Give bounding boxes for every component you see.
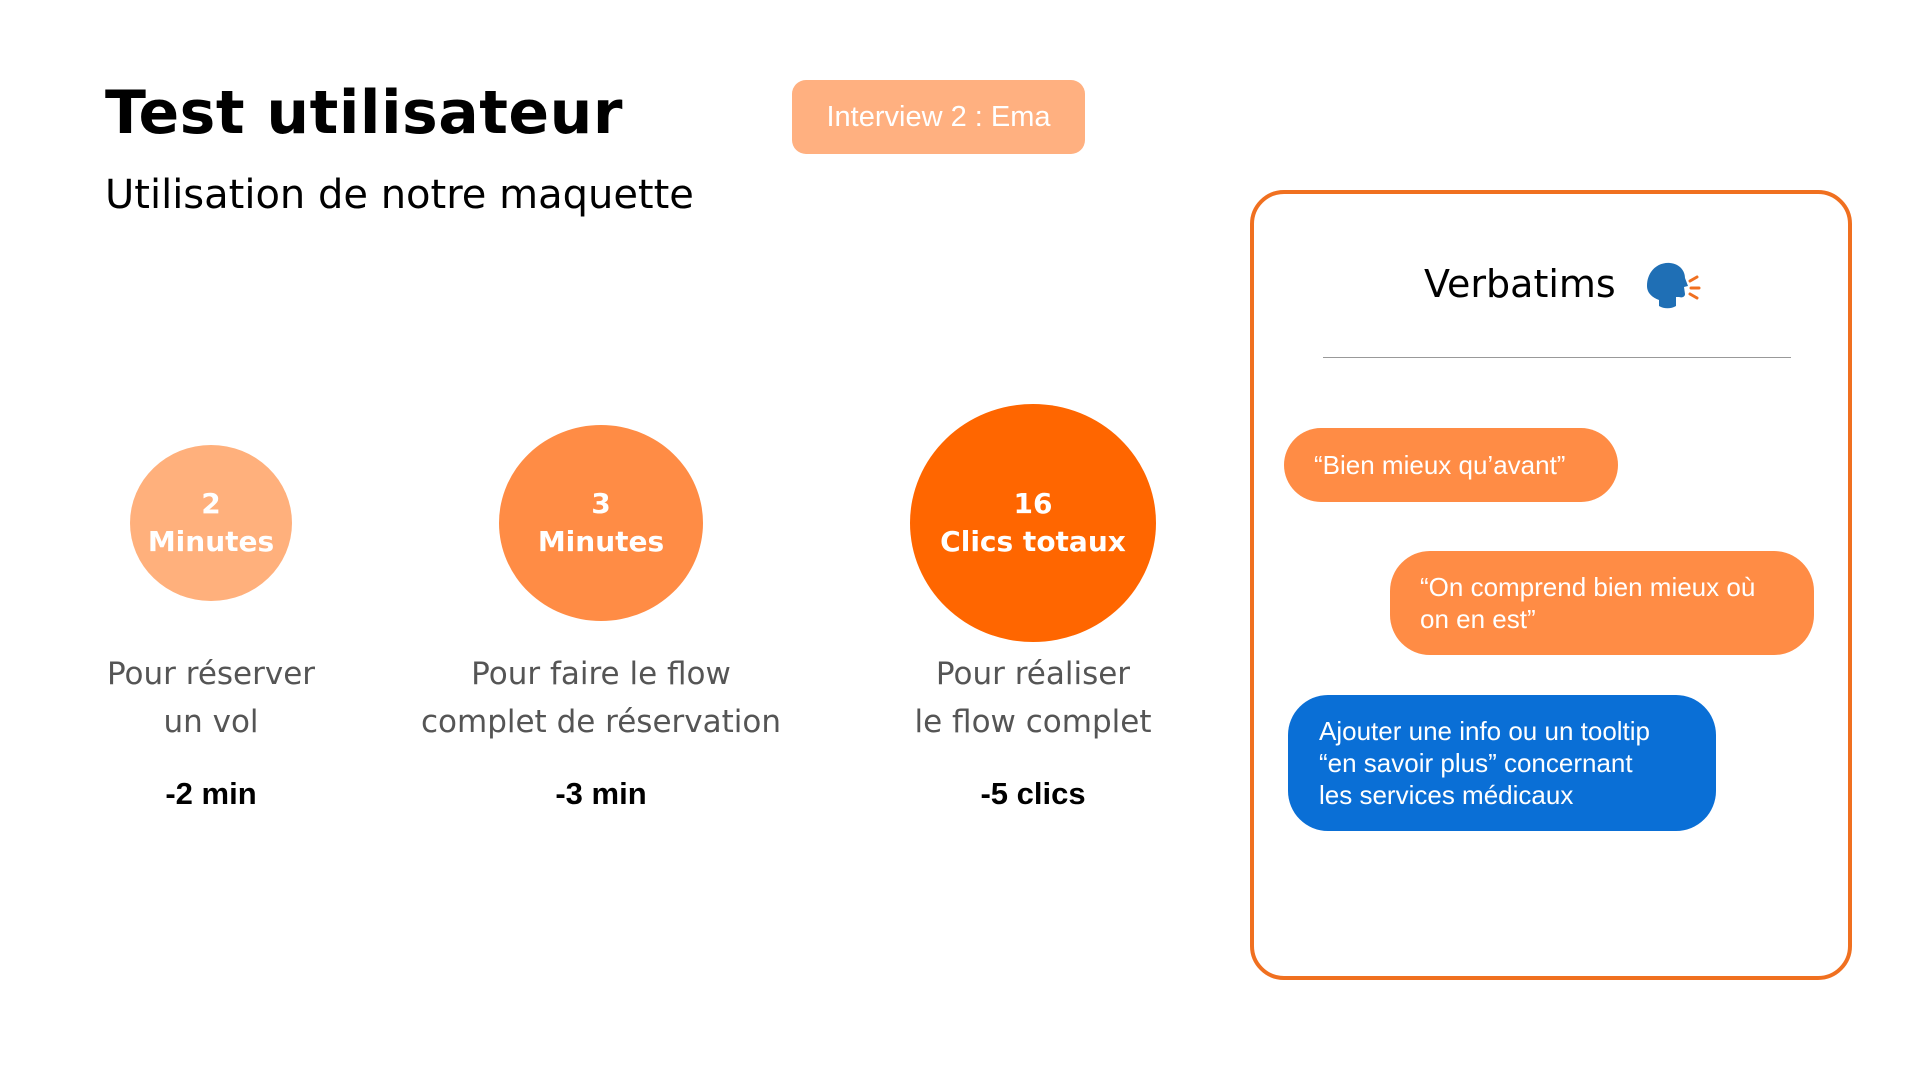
verbatim-text: les services médicaux bbox=[1319, 780, 1574, 810]
metric-delta: -2 min bbox=[165, 776, 257, 811]
metric-value: 3 bbox=[591, 487, 611, 520]
interview-badge: Interview 2 : Ema bbox=[792, 80, 1085, 154]
verbatim-text: “en savoir plus” concernant bbox=[1319, 748, 1633, 778]
metric-delta: -3 min bbox=[555, 776, 647, 811]
verbatim-bubble bbox=[1288, 695, 1716, 831]
metric-unit: Minutes bbox=[537, 525, 665, 558]
metric-description-line: complet de réservation bbox=[420, 704, 781, 740]
verbatim-text: “Bien mieux qu’avant” bbox=[1314, 450, 1566, 480]
metric-description-line: Pour réaliser bbox=[935, 656, 1131, 692]
speaking-head-icon bbox=[1639, 256, 1701, 318]
page-title: Test utilisateur bbox=[105, 78, 623, 148]
verbatims-title: Verbatims bbox=[1424, 262, 1616, 306]
verbatim-text: on en est” bbox=[1420, 604, 1536, 634]
metric-circle bbox=[499, 425, 703, 621]
metric-unit: Clics totaux bbox=[940, 525, 1126, 558]
metric-description-line: Pour faire le flow bbox=[471, 656, 731, 692]
metric-value: 16 bbox=[1013, 487, 1053, 520]
metric-description bbox=[60, 650, 362, 746]
metric-circle bbox=[910, 404, 1156, 642]
metric-description-line: un vol bbox=[163, 704, 259, 740]
verbatim-text: “On comprend bien mieux où bbox=[1420, 572, 1756, 602]
verbatim-bubble bbox=[1390, 551, 1814, 655]
metric-unit: Minutes bbox=[147, 525, 275, 558]
metric-description bbox=[873, 650, 1193, 746]
metric-circle bbox=[130, 445, 292, 601]
metric-description-line: le flow complet bbox=[914, 704, 1152, 740]
metric-delta: -5 clics bbox=[980, 776, 1086, 811]
page-subtitle: Utilisation de notre maquette bbox=[105, 172, 694, 218]
verbatim-bubble bbox=[1284, 428, 1618, 502]
metric-description-line: Pour réserver bbox=[106, 656, 316, 692]
metric-description bbox=[391, 650, 811, 746]
verbatim-text: Ajouter une info ou un tooltip bbox=[1319, 716, 1651, 746]
metric-value: 2 bbox=[201, 487, 221, 520]
verbatims-divider bbox=[1323, 357, 1791, 358]
